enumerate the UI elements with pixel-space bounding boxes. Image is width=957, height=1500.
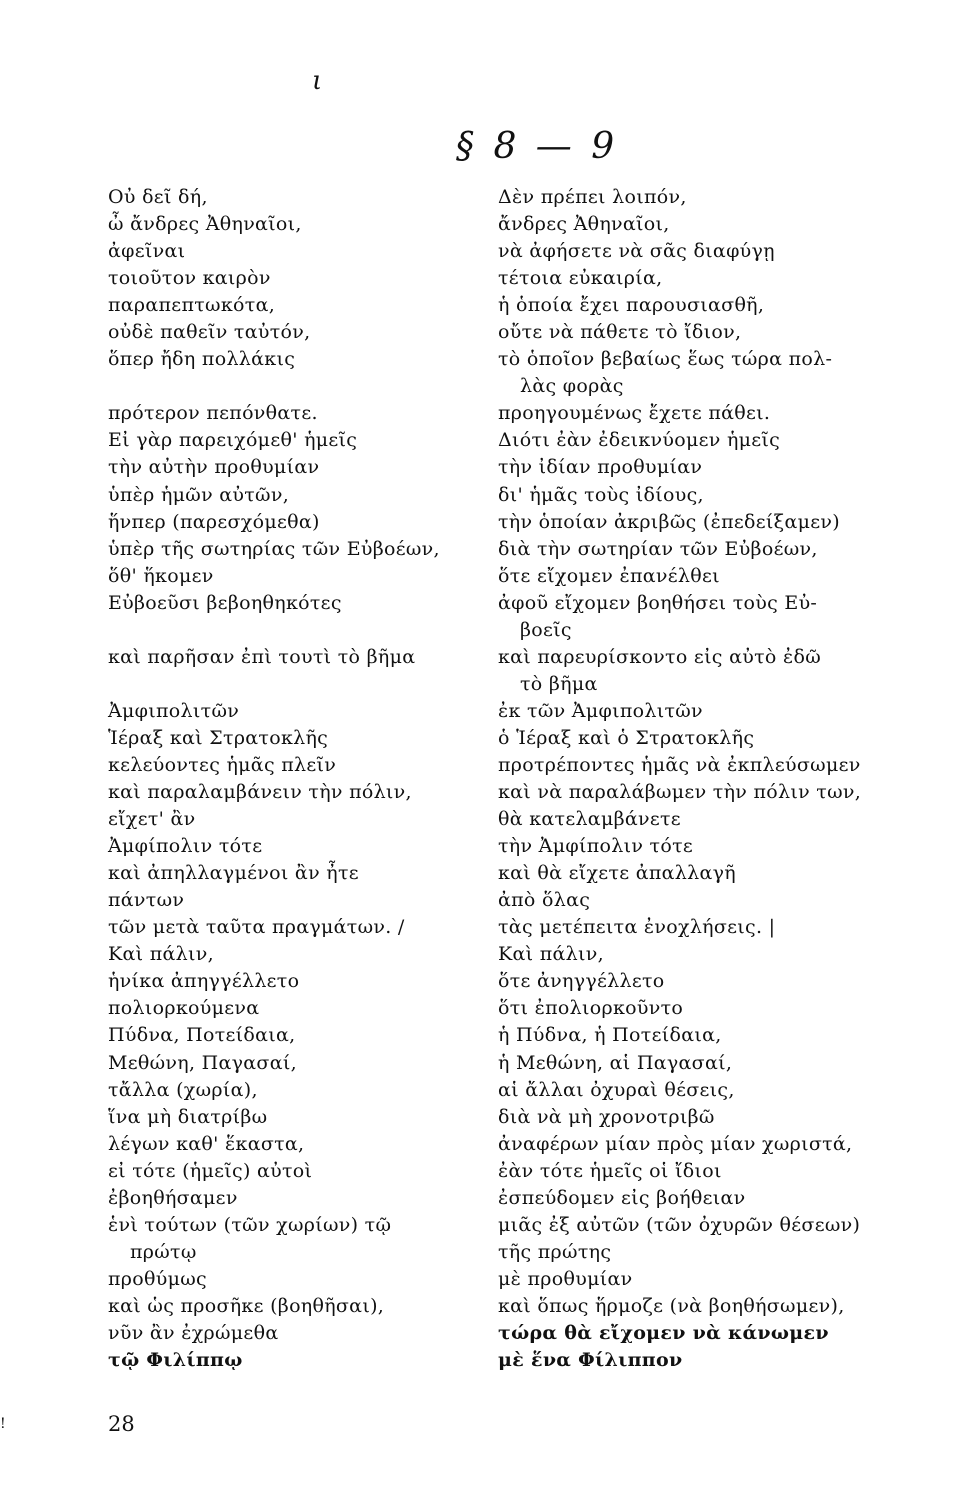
text-line: ὅτε εἴχομεν ἐπανέλθει <box>498 564 720 587</box>
text-line: ὦ ἄνδρες Ἀθηναῖοι, <box>108 213 302 236</box>
text-line: ἐὰν τότε ἡμεῖς οἱ ἴδιοι <box>498 1159 722 1182</box>
text-line: πάντων <box>108 889 185 912</box>
text-line: ἐκ τῶν Ἀμφιπολιτῶν <box>498 699 703 722</box>
text-line: ὑπὲρ ἡμῶν αὐτῶν, <box>108 483 290 506</box>
text-line: τὸ βῆμα <box>520 672 598 695</box>
text-line: ὁ Ἱέραξ καὶ ὁ Στρατοκλῆς <box>498 726 755 749</box>
text-line: ἐβοηθήσαμεν <box>108 1186 238 1209</box>
text-line: τώρα θὰ εἴχομεν νὰ κάνωμεν <box>498 1321 829 1344</box>
text-line: ἀφεῖναι <box>108 240 186 263</box>
text-line: Μεθώνη, Παγασαί, <box>108 1051 297 1074</box>
text-line: Ἱέραξ καὶ Στρατοκλῆς <box>108 726 329 749</box>
text-line: προηγουμένως ἔχετε πάθει. <box>498 402 771 425</box>
text-line: νῦν ἂν ἐχρώμεθα <box>108 1321 279 1344</box>
text-line: βοεῖς <box>520 618 572 641</box>
text-line: τὴν ἰδίαν προθυμίαν <box>498 456 703 479</box>
blank-line <box>108 617 488 644</box>
text-line: λέγων καθ' ἕκαστα, <box>108 1132 305 1155</box>
text-line: οὔτε νὰ πάθετε τὸ ἴδιον, <box>498 321 742 344</box>
text-line: τὴν Ἀμφίπολιν τότε <box>498 835 694 858</box>
text-line: θὰ κατελαμβάνετε <box>498 808 681 831</box>
text-line: διὰ νὰ μὴ χρονοτριβῶ <box>498 1105 715 1128</box>
blank-line <box>108 671 488 698</box>
text-line: ὅθ' ἥκομεν <box>108 564 214 587</box>
text-line: Διότι ἐὰν ἐδεικνύομεν ἡμεῖς <box>498 429 781 452</box>
text-line: ἡ Μεθώνη, αἱ Παγασαί, <box>498 1051 733 1074</box>
text-line: καὶ ὅπως ἥρμοζε (νὰ βοηθήσωμεν), <box>498 1294 845 1317</box>
text-line: καὶ παρευρίσκοντο εἰς αὐτὸ ἐδῶ <box>498 645 821 668</box>
text-line: διὰ τὴν σωτηρίαν τῶν Εὐβοέων, <box>498 537 818 560</box>
text-line: πρώτῳ <box>130 1240 197 1263</box>
text-line: ἀναφέρων μίαν πρὸς μίαν χωριστά, <box>498 1132 853 1155</box>
text-line: πρότερον πεπόνθατε. <box>108 402 318 425</box>
corner-mark: ι <box>312 66 323 96</box>
text-line: τὴν ὁποίαν ἀκριβῶς (ἐπεδείξαμεν) <box>498 510 840 533</box>
text-line: μὲ ἕνα Φίλιππον <box>498 1349 683 1372</box>
text-line: ἥνπερ (παρεσχόμεθα) <box>108 510 320 533</box>
text-line: ἐσπεύδομεν εἰς βοήθειαν <box>498 1186 746 1209</box>
text-line: Καὶ πάλιν, <box>108 943 214 966</box>
text-line: κελεύοντες ἡμᾶς πλεῖν <box>108 753 337 776</box>
text-line: ἑνὶ τούτων (τῶν χωρίων) τῷ <box>108 1213 392 1236</box>
text-line: ὑπὲρ τῆς σωτηρίας τῶν Εὐβοέων, <box>108 537 440 560</box>
text-line: τὰς μετέπειτα ἐνοχλήσεις. | <box>498 916 776 939</box>
text-line: καὶ ἀπηλλαγμένοι ἂν ἦτε <box>108 862 359 885</box>
text-line: Οὐ δεῖ δή, <box>108 186 208 208</box>
text-line: τὴν αὐτὴν προθυμίαν <box>108 456 320 479</box>
text-line: τἄλλα (χωρία), <box>108 1078 258 1101</box>
text-line: ἀφοῦ εἴχομεν βοηθήσει τοὺς Εὐ- <box>498 591 818 614</box>
text-line: ὅτι ἐπολιορκοῦντο <box>498 997 684 1020</box>
text-line: εἰ τότε (ἡμεῖς) αὐτοὶ <box>108 1159 313 1182</box>
text-line: αἱ ἄλλαι ὀχυραὶ θέσεις, <box>498 1078 735 1101</box>
modern-greek-translation-column <box>498 184 918 1374</box>
text-line: Δὲν πρέπει λοιπόν, <box>498 186 687 208</box>
text-line: Πύδνα, Ποτείδαια, <box>108 1024 296 1047</box>
text-line: Εἰ γὰρ παρειχόμεθ' ἡμεῖς <box>108 429 358 452</box>
text-line: ἡνίκα ἀπηγγέλλετο <box>108 970 300 993</box>
text-line: λὰς φορὰς <box>520 375 624 398</box>
blank-line <box>108 373 488 400</box>
text-line: νὰ ἀφήσετε νὰ σᾶς διαφύγῃ <box>498 240 775 263</box>
text-line: τῶν μετὰ ταῦτα πραγμάτων. / <box>108 916 405 939</box>
text-line: δι' ἡμᾶς τοὺς ἰδίους, <box>498 483 704 506</box>
text-line: Εὐβοεῦσι βεβοηθηκότες <box>108 591 342 614</box>
text-line: προτρέποντες ἡμᾶς νὰ ἐκπλεύσωμεν <box>498 753 861 776</box>
text-line: ἄνδρες Ἀθηναῖοι, <box>498 213 670 236</box>
text-line: εἴχετ' ἂν <box>108 808 196 831</box>
text-line: καὶ παρῆσαν ἐπὶ τουτὶ τὸ βῆμα <box>108 645 416 668</box>
text-line: παραπεπτωκότα, <box>108 294 276 317</box>
text-line: Καὶ πάλιν, <box>498 943 604 966</box>
text-line: Ἀμφιπολιτῶν <box>108 699 240 722</box>
text-line: Ἀμφίπολιν τότε <box>108 835 263 858</box>
text-line: καὶ θὰ εἴχετε ἀπαλλαγῆ <box>498 862 736 885</box>
text-line: ὅπερ ἤδη πολλάκις <box>108 348 296 371</box>
text-line: μιᾶς ἐξ αὐτῶν (τῶν ὀχυρῶν θέσεων) <box>498 1213 861 1236</box>
text-line: καὶ παραλαμβάνειν τὴν πόλιν, <box>108 781 412 804</box>
text-line: μὲ προθυμίαν <box>498 1267 633 1290</box>
greek-original-column <box>108 184 488 1374</box>
text-line: πολιορκούμενα <box>108 997 260 1020</box>
text-line: τέτοια εὐκαιρία, <box>498 267 663 290</box>
text-line: τοιοῦτον καιρὸν <box>108 267 271 290</box>
text-line: ἡ Πύδνα, ἡ Ποτείδαια, <box>498 1024 722 1047</box>
text-line: τῷ Φιλίππῳ <box>108 1349 243 1372</box>
text-line: ἡ ὁποία ἔχει παρουσιασθῆ, <box>498 294 765 317</box>
page-number: 28 <box>108 1412 135 1436</box>
text-line: καὶ νὰ παραλάβωμεν τὴν πόλιν των, <box>498 781 862 804</box>
text-line: καὶ ὡς προσῆκε (βοηθῆσαι), <box>108 1294 385 1317</box>
text-line: προθύμως <box>108 1267 207 1290</box>
text-line: τὸ ὁποῖον βεβαίως ἕως τώρα πολ- <box>498 348 833 371</box>
text-line: ὅτε ἀνηγγέλλετο <box>498 970 665 993</box>
text-line: τῆς πρώτης <box>498 1240 612 1263</box>
section-heading: § 8 — 9 <box>456 126 619 167</box>
text-line: ἀπὸ ὅλας <box>498 889 591 912</box>
text-line: ἵνα μὴ διατρίβω <box>108 1105 268 1128</box>
text-line: οὐδὲ παθεῖν ταὐτόν, <box>108 321 311 344</box>
edge-mark: ! <box>0 1416 6 1432</box>
